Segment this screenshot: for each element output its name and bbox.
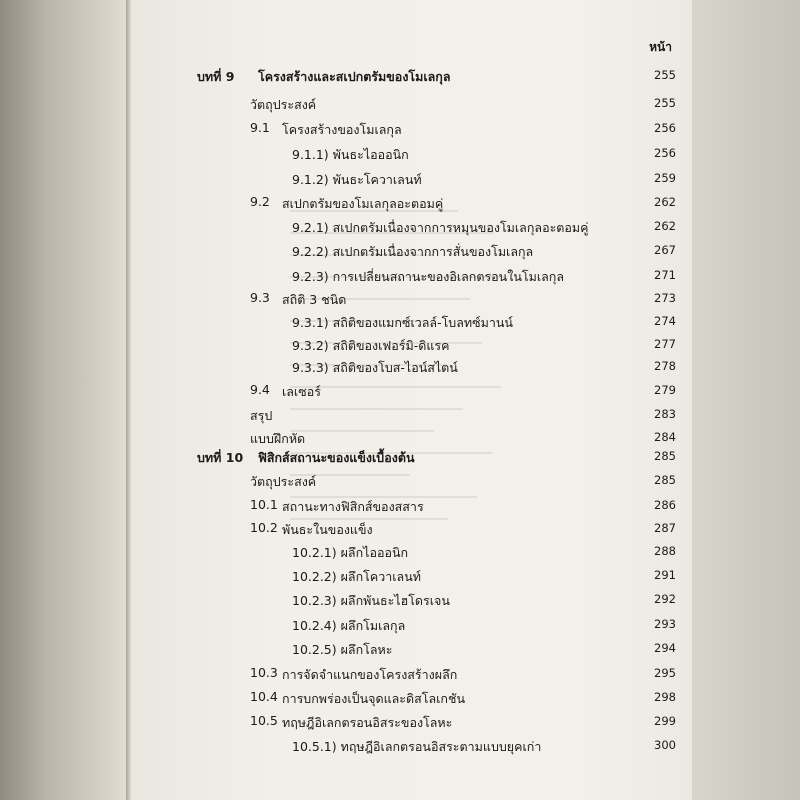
toc-page-number: 278 bbox=[654, 359, 676, 373]
toc-page-number: 285 bbox=[654, 473, 676, 487]
toc-page-number: 283 bbox=[654, 407, 676, 421]
toc-page-number: 287 bbox=[654, 521, 676, 535]
toc-entry-title: 10.2.1) ผลึกไอออนิก bbox=[292, 545, 409, 560]
toc-page-number: 262 bbox=[654, 219, 676, 233]
toc-page-number: 273 bbox=[654, 291, 676, 305]
toc-page-number: 279 bbox=[654, 383, 676, 397]
toc-entry-number: 9.3 bbox=[250, 290, 270, 305]
toc-page-number: 284 bbox=[654, 430, 676, 444]
toc-entry-title: 9.3.1) สถิติของแมกซ์เวลล์-โบลทซ์มานน์ bbox=[292, 315, 513, 330]
toc-page-number: 277 bbox=[654, 337, 676, 351]
toc-page-number: 285 bbox=[654, 449, 676, 463]
toc-entry-title: สถานะทางฟิสิกส์ของสสาร bbox=[282, 499, 424, 514]
toc-entry-title: 10.2.3) ผลึกพันธะไฮโดรเจน bbox=[292, 593, 450, 608]
toc-page-number: 294 bbox=[654, 641, 676, 655]
toc-page-number: 300 bbox=[654, 738, 676, 752]
toc-page-number: 292 bbox=[654, 592, 676, 606]
toc-entry-number: 9.2 bbox=[250, 194, 270, 209]
toc-entry-title: แบบฝึกหัด bbox=[250, 431, 306, 446]
toc-entry-title: สรุป bbox=[250, 408, 273, 423]
toc-entry-title: 9.1.2) พันธะโควาเลนท์ bbox=[292, 172, 422, 187]
toc-page-number: 293 bbox=[654, 617, 676, 631]
toc-page-number: 288 bbox=[654, 544, 676, 558]
toc-entry-title: โครงสร้างของโมเลกุล bbox=[282, 122, 402, 137]
toc-entry-title: 10.2.2) ผลึกโควาเลนท์ bbox=[292, 569, 421, 584]
toc-entry-title: สถิติ 3 ชนิด bbox=[282, 292, 347, 307]
toc-entry-title: 10.5.1) ทฤษฎีอิเลกตรอนอิสระตามแบบยุคเก่า bbox=[292, 739, 542, 754]
toc-entry-title: วัตถุประสงค์ bbox=[250, 474, 317, 489]
toc-entry-title: 10.2.4) ผลึกโมเลกุล bbox=[292, 618, 406, 633]
toc-entry-number: 10.4 bbox=[250, 689, 278, 704]
page-column-header: หน้า bbox=[649, 40, 672, 54]
toc-entry-title: 9.2.1) สเปกตรัมเนื่องจากการหมุนของโมเลกุลอะตอมคู่ bbox=[292, 220, 589, 235]
toc-entry-title: 10.2.5) ผลึกโลหะ bbox=[292, 642, 393, 657]
toc-page-number: 299 bbox=[654, 714, 676, 728]
toc-entry-title: เลเซอร์ bbox=[282, 384, 321, 399]
toc-page-number: 256 bbox=[654, 146, 676, 160]
toc-entry-title: ฟิสิกส์สถานะของแข็งเบื้องต้น bbox=[258, 450, 415, 465]
toc-page-number: 295 bbox=[654, 666, 676, 680]
toc-entry-title: 9.3.2) สถิติของเฟอร์มิ-ดิแรค bbox=[292, 338, 450, 353]
toc-entry-title: การจัดจำแนกของโครงสร้างผลึก bbox=[282, 667, 458, 682]
toc-page-number: 255 bbox=[654, 96, 676, 110]
toc-entry-number: บทที่ 10 bbox=[197, 450, 244, 465]
toc-entry-number: 10.5 bbox=[250, 713, 278, 728]
toc-entry-title: ทฤษฎีอิเลกตรอนอิสระของโลหะ bbox=[282, 715, 453, 730]
toc-entry-number: 9.4 bbox=[250, 382, 270, 397]
toc-entry-title: การบกพร่องเป็นจุดและดิสโลเกชัน bbox=[282, 691, 465, 706]
toc-entry-title: สเปกตรัมของโมเลกุลอะตอมคู่ bbox=[282, 196, 444, 211]
toc-entry-number: 10.1 bbox=[250, 497, 278, 512]
toc-page-number: 259 bbox=[654, 171, 676, 185]
toc-entry-title: วัตถุประสงค์ bbox=[250, 97, 317, 112]
toc-entry-number: 10.2 bbox=[250, 520, 278, 535]
toc-entry-number: บทที่ 9 bbox=[197, 69, 235, 84]
toc-entry-title: 9.1.1) พันธะไอออนิก bbox=[292, 147, 409, 162]
toc-entry-title: 9.2.2) สเปกตรัมเนื่องจากการสั่นของโมเลกุล bbox=[292, 244, 534, 259]
toc-page-number: 298 bbox=[654, 690, 676, 704]
toc-entry-title: โครงสร้างและสเปกตรัมของโมเลกุล bbox=[258, 69, 451, 84]
toc-entry-title: 9.3.3) สถิติของโบส-ไอน์สไตน์ bbox=[292, 360, 458, 375]
toc-page-number: 274 bbox=[654, 314, 676, 328]
toc-entry-number: 9.1 bbox=[250, 120, 270, 135]
toc-page-number: 286 bbox=[654, 498, 676, 512]
toc-page-number: 256 bbox=[654, 121, 676, 135]
background-surface bbox=[692, 0, 800, 800]
toc-entry-number: 10.3 bbox=[250, 665, 278, 680]
toc-page-number: 262 bbox=[654, 195, 676, 209]
toc-page-number: 255 bbox=[654, 68, 676, 82]
toc-entry-title: 9.2.3) การเปลี่ยนสถานะของอิเลกตรอนในโมเลกุล bbox=[292, 269, 564, 284]
toc-page-number: 291 bbox=[654, 568, 676, 582]
toc-page-number: 267 bbox=[654, 243, 676, 257]
book-spine-shadow bbox=[0, 0, 132, 800]
toc-entry-title: พันธะในของแข็ง bbox=[282, 522, 373, 537]
toc-page-number: 271 bbox=[654, 268, 676, 282]
